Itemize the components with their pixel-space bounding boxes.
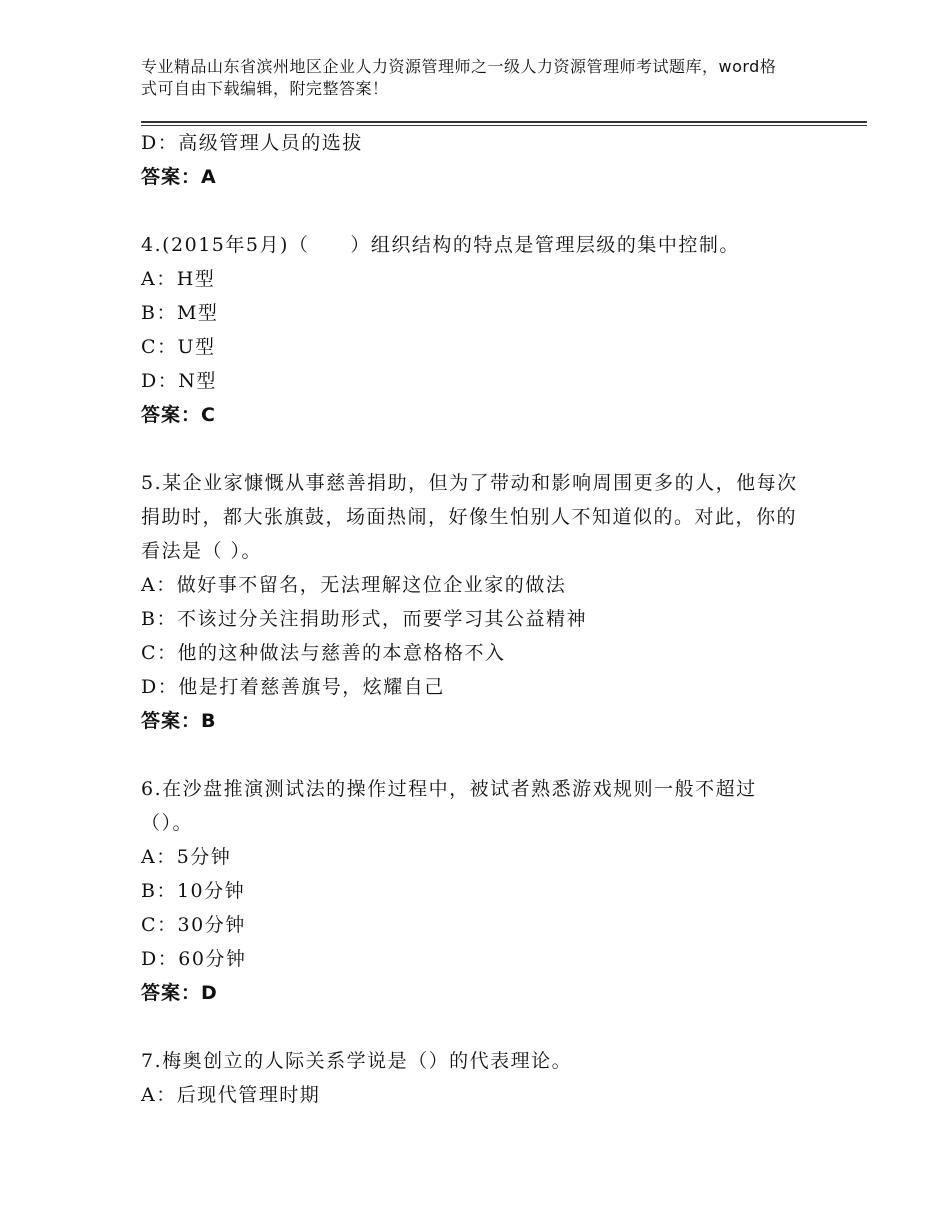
spacer [141, 738, 841, 772]
question-stem: 4.(2015年5月)（ ）组织结构的特点是管理层级的集中控制。 [141, 234, 740, 256]
option-c: C：U型 [141, 336, 216, 358]
option-d: D：60分钟 [141, 948, 247, 970]
question-block [141, 228, 841, 432]
answer-line: 答案：A [141, 166, 217, 188]
option-a: A：5分钟 [141, 846, 232, 868]
option-d: D：他是打着慈善旗号，炫耀自己 [141, 676, 445, 698]
spacer [141, 1010, 841, 1044]
option-c: C：30分钟 [141, 914, 246, 936]
question-stem: 5.某企业家慷慨从事慈善捐助，但为了带动和影响周围更多的人，他每次捐助时，都大张旗鼓，场面热闹，好像生怕别人不知道似的。对此，你的看法是（ ）。 [141, 472, 798, 562]
option-d: D：高级管理人员的选拔 [141, 132, 363, 154]
question-content [141, 126, 841, 1112]
option-b: B：M型 [141, 302, 219, 324]
option-b: B：10分钟 [141, 880, 246, 902]
question-block [141, 772, 841, 1010]
question-stem: 7.梅奥创立的人际关系学说是（）的代表理论。 [141, 1050, 573, 1072]
page-header: 专业精品山东省滨州地区企业人力资源管理师之一级人力资源管理师考试题库，word格式可自由下载编辑，附完整答案！ [141, 57, 777, 98]
option-a: A：H型 [141, 268, 216, 290]
spacer [141, 194, 841, 228]
option-b: B：不该过分关注捐助形式，而要学习其公益精神 [141, 608, 587, 630]
answer-line: 答案：B [141, 710, 217, 732]
option-a: A：后现代管理时期 [141, 1084, 321, 1106]
answer-line: 答案：D [141, 982, 218, 1004]
spacer [141, 432, 841, 466]
answer-line: 答案：C [141, 404, 216, 426]
question-stem: 6.在沙盘推演测试法的操作过程中，被试者熟悉游戏规则一般不超过（）。 [141, 778, 757, 834]
option-a: A：做好事不留名，无法理解这位企业家的做法 [141, 574, 567, 596]
option-d: D：N型 [141, 370, 217, 392]
question-block [141, 1044, 841, 1112]
question-block [141, 466, 841, 738]
option-c: C：他的这种做法与慈善的本意格格不入 [141, 642, 506, 664]
